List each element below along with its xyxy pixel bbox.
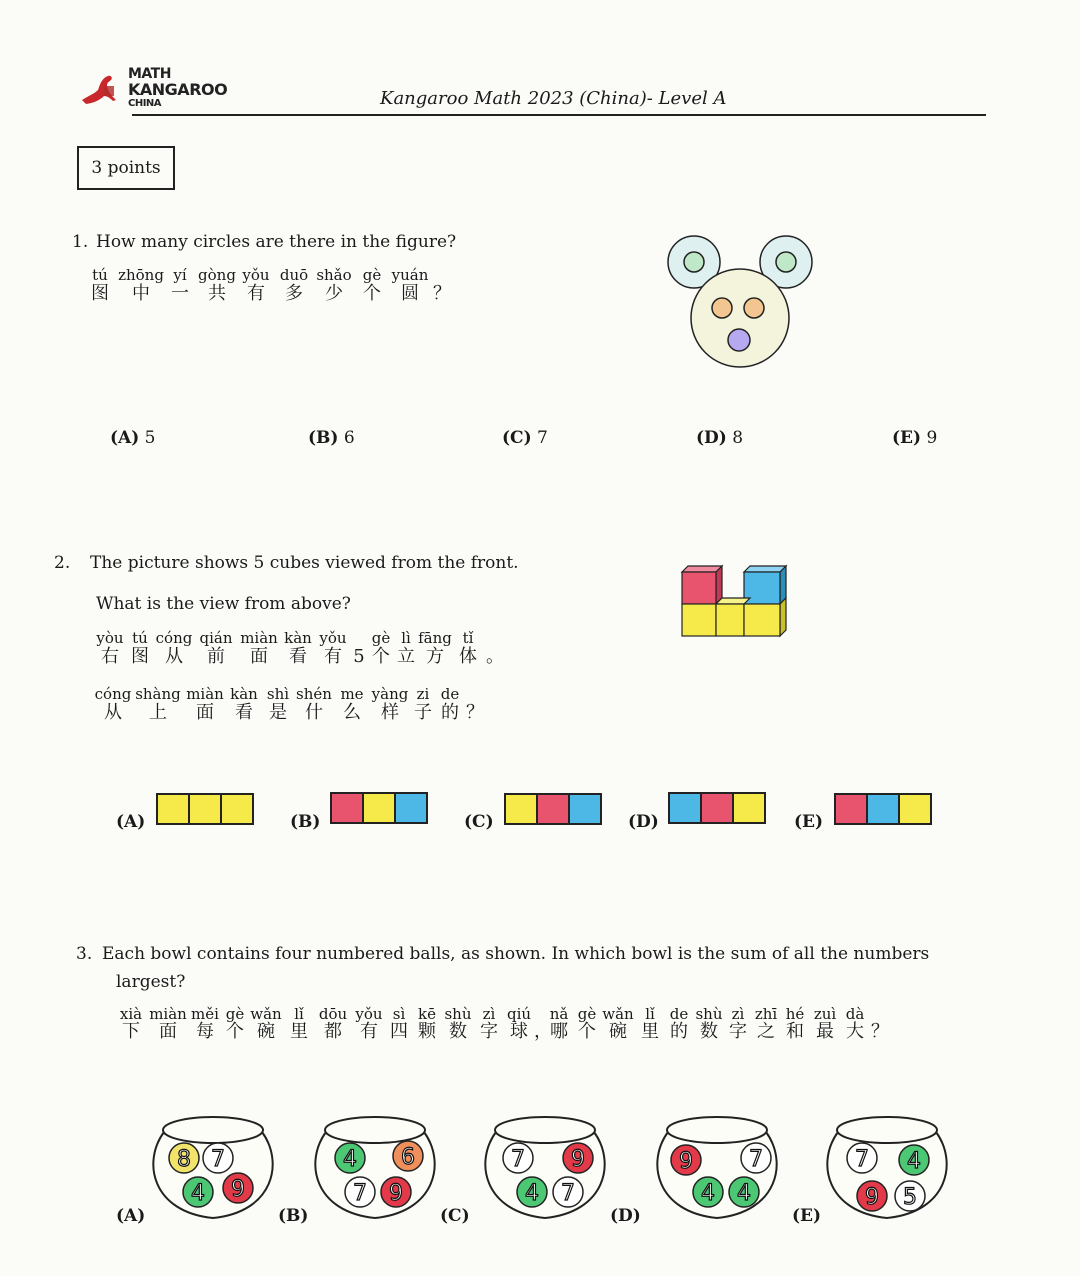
pinyin-syllable: me — [340, 685, 364, 703]
option-letter: (B) — [308, 428, 339, 448]
hanzi-character: 字 — [480, 1021, 498, 1042]
left-eye-circle — [712, 298, 732, 318]
cube-top-cell-blue — [570, 795, 600, 823]
ball-number: 8 — [177, 1147, 191, 1172]
hanzi-character: 有 — [247, 283, 265, 304]
q3-option-letter-c[interactable]: (C) — [440, 1206, 470, 1226]
pinyin-syllable: shù — [695, 1005, 723, 1023]
numbered-ball — [671, 1145, 701, 1175]
q2-option-letter-e[interactable]: (E) — [794, 812, 824, 832]
cube-top-cell-yellow — [364, 794, 396, 822]
pinyin-syllable: duō — [279, 266, 309, 284]
q3-text-line1: Each bowl contains four numbered balls, as shown. In which bowl is the sum of all the numbers — [102, 944, 930, 964]
pinyin-syllable: kē — [418, 1005, 436, 1023]
hanzi-character: 有 — [360, 1021, 378, 1042]
numbered-ball — [183, 1177, 213, 1207]
q3-bowl-d[interactable] — [652, 1112, 782, 1224]
numbered-ball — [693, 1177, 723, 1207]
option-value: 7 — [531, 428, 548, 448]
option-value: 8 — [726, 428, 744, 448]
hanzi-character: ， — [534, 1021, 552, 1042]
pinyin-syllable: tǐ — [462, 629, 474, 647]
q1-option-d[interactable] — [696, 428, 743, 448]
numbered-ball — [203, 1143, 233, 1173]
pinyin-syllable: yǒu — [355, 1005, 383, 1023]
cube-top-cell-yellow — [506, 795, 538, 823]
logo-text-china: CHINA — [128, 98, 162, 109]
hanzi-character: 大 — [846, 1021, 864, 1042]
ball-number: 5 — [903, 1185, 917, 1210]
pinyin-syllable — [350, 629, 368, 647]
numbered-ball — [553, 1177, 583, 1207]
q2-option-top-view-d[interactable] — [668, 792, 766, 824]
numbered-ball — [895, 1181, 925, 1211]
q2-option-top-view-e[interactable] — [834, 793, 932, 825]
pinyin-syllable: yàng — [371, 685, 409, 703]
pinyin-syllable: wǎn — [250, 1005, 282, 1023]
numbered-ball — [393, 1141, 423, 1171]
q3-option-letter-e[interactable]: (E) — [792, 1206, 822, 1226]
q1-number: 1. — [72, 232, 89, 252]
page-header-title: Kangaroo Math 2023 (China)- Level A — [380, 88, 727, 109]
pinyin-syllable: kàn — [230, 685, 258, 703]
hanzi-character: 图 — [91, 283, 109, 304]
hanzi-character: 看 — [235, 702, 253, 723]
bowl-body — [827, 1132, 946, 1218]
hanzi-character: 碗 — [257, 1021, 275, 1042]
ball-number: 7 — [855, 1147, 869, 1172]
hanzi-character: 颗 — [418, 1021, 436, 1042]
cube-top-cell-red — [332, 794, 364, 822]
q2-hanzi-line2 — [94, 703, 486, 723]
hanzi-character: 从 — [104, 702, 122, 723]
pinyin-syllable: tú — [132, 629, 148, 647]
ball-number: 4 — [191, 1181, 205, 1206]
hanzi-character: 体 — [459, 646, 477, 667]
ball-number: 7 — [353, 1181, 367, 1206]
hanzi-character: 最 — [816, 1021, 834, 1042]
hanzi-character: ？ — [466, 702, 484, 723]
pinyin-syllable: yǒu — [319, 629, 347, 647]
pinyin-syllable: de — [669, 1005, 689, 1023]
numbered-ball — [899, 1145, 929, 1175]
hanzi-character: 下 — [122, 1021, 140, 1042]
pinyin-syllable: shǎo — [316, 266, 352, 284]
q2-option-letter-d[interactable]: (D) — [628, 812, 659, 832]
q1-option-b[interactable] — [308, 428, 355, 448]
q1-pinyin — [82, 266, 454, 284]
hanzi-character: 数 — [700, 1021, 718, 1042]
hanzi-character: 方 — [426, 646, 444, 667]
pinyin-syllable: měi — [191, 1005, 219, 1023]
hanzi-character: 个 — [372, 646, 390, 667]
bowl-rim — [163, 1117, 263, 1143]
ball-number: 4 — [701, 1181, 715, 1206]
numbered-ball — [169, 1143, 199, 1173]
option-value: 6 — [338, 428, 355, 448]
pinyin-syllable: zuì — [813, 1005, 837, 1023]
numbered-ball — [345, 1177, 375, 1207]
hanzi-character: 圆 — [401, 283, 419, 304]
hanzi-character: 5 — [353, 646, 365, 667]
pinyin-syllable: tú — [92, 266, 108, 284]
numbered-ball — [503, 1143, 533, 1173]
hanzi-character: 有 — [324, 646, 342, 667]
pinyin-syllable: zhōng — [118, 266, 164, 284]
hanzi-character: 个 — [226, 1021, 244, 1042]
pinyin-syllable: lǐ — [294, 1005, 304, 1023]
q3-option-letter-d[interactable]: (D) — [610, 1206, 641, 1226]
pinyin-syllable: kàn — [284, 629, 312, 647]
hanzi-character: 图 — [131, 646, 149, 667]
numbered-ball — [847, 1143, 877, 1173]
logo-text-kangaroo: KANGAROO — [128, 80, 228, 99]
hanzi-character: 共 — [208, 283, 226, 304]
pinyin-syllable: qián — [199, 629, 233, 647]
left-ear-inner-circle — [684, 252, 704, 272]
ball-number: 9 — [231, 1177, 245, 1202]
hanzi-character: 立 — [397, 646, 415, 667]
q2-number: 2. — [54, 553, 71, 573]
hanzi-character: 之 — [757, 1021, 775, 1042]
q2-option-letter-a[interactable]: (A) — [116, 812, 146, 832]
hanzi-character: 子 — [414, 702, 432, 723]
q3-bowl-e[interactable] — [822, 1112, 952, 1224]
hanzi-character: 一 — [171, 283, 189, 304]
pinyin-syllable: dōu — [318, 1005, 348, 1023]
ball-number: 9 — [389, 1181, 403, 1206]
ball-number: 7 — [749, 1147, 763, 1172]
pinyin-syllable: shì — [266, 685, 290, 703]
q1-text: How many circles are there in the figure? — [96, 232, 457, 252]
pinyin-syllable: yòu — [96, 629, 124, 647]
pinyin-syllable: yuán — [391, 266, 429, 284]
numbered-ball — [729, 1177, 759, 1207]
q1-hanzi — [82, 284, 454, 304]
hanzi-character: 里 — [290, 1021, 308, 1042]
hanzi-character: 面 — [196, 702, 214, 723]
q2-option-top-view-c[interactable] — [504, 793, 602, 825]
hanzi-character: 四 — [390, 1021, 408, 1042]
hanzi-character: 碗 — [609, 1021, 627, 1042]
pinyin-syllable: miàn — [240, 629, 278, 647]
hanzi-character: ？ — [433, 283, 451, 304]
hanzi-character: 什 — [305, 702, 323, 723]
pinyin-syllable: zì — [482, 1005, 496, 1023]
math-kangaroo-logo — [78, 64, 228, 112]
ball-number: 7 — [211, 1147, 225, 1172]
numbered-ball — [517, 1177, 547, 1207]
pinyin-syllable: shàng — [135, 685, 181, 703]
cube-top-cell-blue — [868, 795, 900, 823]
hanzi-character: 每 — [196, 1021, 214, 1042]
pinyin-syllable: fāng — [418, 629, 452, 647]
option-value: 9 — [921, 428, 938, 448]
pinyin-syllable: nǎ — [549, 1005, 569, 1023]
bowl-body — [485, 1132, 604, 1218]
hanzi-character: 从 — [165, 646, 183, 667]
hanzi-character: 个 — [363, 283, 381, 304]
q2-hanzi-line1 — [94, 647, 506, 667]
q2-cubes-front-view — [676, 560, 796, 640]
numbered-ball — [857, 1181, 887, 1211]
q2-option-top-view-a[interactable] — [156, 793, 254, 825]
pinyin-syllable: sì — [392, 1005, 406, 1023]
hanzi-character: 的 — [441, 702, 459, 723]
cube-top-cell-yellow — [158, 795, 190, 823]
pinyin-syllable: dà — [845, 1005, 865, 1023]
q3-option-letter-b[interactable]: (B) — [278, 1206, 309, 1226]
pinyin-syllable: miàn — [149, 1005, 187, 1023]
numbered-ball — [741, 1143, 771, 1173]
right-eye-circle — [744, 298, 764, 318]
pinyin-syllable: lì — [401, 629, 411, 647]
pinyin-syllable — [484, 629, 506, 647]
ball-number: 4 — [525, 1181, 539, 1206]
numbered-ball — [223, 1173, 253, 1203]
q2-option-top-view-b[interactable] — [330, 792, 428, 824]
pinyin-syllable: xià — [119, 1005, 143, 1023]
q3-number: 3. — [76, 944, 93, 964]
hanzi-character: 少 — [325, 283, 343, 304]
pinyin-syllable: zì — [731, 1005, 745, 1023]
hanzi-character: 中 — [132, 283, 150, 304]
pinyin-syllable: gè — [577, 1005, 597, 1023]
option-value: 5 — [139, 428, 156, 448]
header-rule — [132, 114, 986, 116]
pinyin-syllable: zi — [416, 685, 430, 703]
pinyin-syllable: shén — [296, 685, 332, 703]
right-ear-inner-circle — [776, 252, 796, 272]
hanzi-character: 上 — [149, 702, 167, 723]
numbered-ball — [335, 1143, 365, 1173]
hanzi-character: ？ — [871, 1021, 889, 1042]
hanzi-character: 样 — [381, 702, 399, 723]
option-letter: (D) — [696, 428, 727, 448]
cube-top-cell-yellow — [900, 795, 930, 823]
ball-number: 4 — [737, 1181, 751, 1206]
q3-text-line2: largest? — [116, 972, 186, 992]
bowl-rim — [325, 1117, 425, 1143]
q3-bowl-b[interactable] — [310, 1112, 440, 1224]
pinyin-syllable: gè — [362, 266, 382, 284]
hanzi-character: 球 — [510, 1021, 528, 1042]
cube-top-cell-yellow — [222, 795, 252, 823]
ball-number: 7 — [561, 1181, 575, 1206]
pinyin-syllable: gè — [225, 1005, 245, 1023]
hanzi-character: 和 — [786, 1021, 804, 1042]
hanzi-character: 多 — [285, 283, 303, 304]
kangaroo-icon — [80, 70, 120, 108]
hanzi-character: 字 — [729, 1021, 747, 1042]
hanzi-character: 数 — [449, 1021, 467, 1042]
pinyin-syllable: shù — [444, 1005, 472, 1023]
hanzi-character: 个 — [578, 1021, 596, 1042]
cube-top-cell-red — [538, 795, 570, 823]
hanzi-character: 么 — [343, 702, 361, 723]
q3-bowl-a[interactable] — [148, 1112, 278, 1224]
hanzi-character: 面 — [159, 1021, 177, 1042]
option-letter: (E) — [892, 428, 922, 448]
pinyin-syllable: cóng — [94, 685, 132, 703]
cube-top-cell-red — [836, 795, 868, 823]
pinyin-syllable: yǒu — [242, 266, 270, 284]
logo-text-math: MATH — [128, 66, 171, 82]
q2-option-letter-b[interactable]: (B) — [290, 812, 321, 832]
cube-top-cell-blue — [396, 794, 426, 822]
pinyin-syllable: cóng — [155, 629, 193, 647]
hanzi-character: 看 — [289, 646, 307, 667]
pinyin-syllable: yí — [173, 266, 187, 284]
pinyin-syllable: lǐ — [645, 1005, 655, 1023]
pinyin-syllable: de — [440, 685, 460, 703]
hanzi-character: 。 — [486, 646, 504, 667]
q2-option-letter-c[interactable]: (C) — [464, 812, 494, 832]
pinyin-syllable: zhī — [754, 1005, 778, 1023]
ball-number: 9 — [571, 1147, 585, 1172]
cube-top-cell-blue — [670, 794, 702, 822]
pinyin-syllable — [464, 685, 486, 703]
numbered-ball — [563, 1143, 593, 1173]
hanzi-character: 里 — [641, 1021, 659, 1042]
pinyin-syllable — [430, 266, 454, 284]
hanzi-character: 前 — [207, 646, 225, 667]
cube-top-cell-red — [702, 794, 734, 822]
q1-circles-figure — [660, 230, 820, 370]
points-section-label: 3 points — [77, 146, 175, 190]
pinyin-syllable: wǎn — [602, 1005, 634, 1023]
pinyin-syllable: miàn — [186, 685, 224, 703]
hanzi-character: 都 — [324, 1021, 342, 1042]
hanzi-character: 是 — [269, 702, 287, 723]
pinyin-syllable: hé — [785, 1005, 805, 1023]
hanzi-character: 哪 — [550, 1021, 568, 1042]
bowl-rim — [495, 1117, 595, 1143]
option-letter: (A) — [110, 428, 140, 448]
pinyin-syllable: qiú — [506, 1005, 532, 1023]
q2-text-line2: What is the view from above? — [96, 594, 351, 614]
ball-number: 7 — [511, 1147, 525, 1172]
pinyin-syllable: gè — [371, 629, 391, 647]
q2-text-line1: The picture shows 5 cubes viewed from the front. — [90, 553, 519, 573]
q3-hanzi — [114, 1022, 890, 1042]
bowl-rim — [837, 1117, 937, 1143]
q3-bowl-c[interactable] — [480, 1112, 610, 1224]
ball-number: 9 — [679, 1149, 693, 1174]
option-letter: (C) — [502, 428, 532, 448]
q2-pinyin-line1 — [94, 629, 506, 647]
mouth-circle — [728, 329, 750, 351]
q2-pinyin-line2 — [94, 685, 486, 703]
cube-top-cell-yellow — [734, 794, 764, 822]
q1-option-e[interactable] — [892, 428, 937, 448]
q1-option-c[interactable] — [502, 428, 548, 448]
hanzi-character: 右 — [101, 646, 119, 667]
cube-top-cell-yellow — [190, 795, 222, 823]
ball-number: 9 — [865, 1185, 879, 1210]
ball-number: 6 — [401, 1145, 415, 1170]
hanzi-character: 面 — [250, 646, 268, 667]
numbered-ball — [381, 1177, 411, 1207]
ball-number: 4 — [343, 1147, 357, 1172]
face-circle — [691, 269, 789, 367]
q1-option-a[interactable] — [110, 428, 156, 448]
q3-option-letter-a[interactable]: (A) — [116, 1206, 146, 1226]
bowl-rim — [667, 1117, 767, 1143]
hanzi-character: 的 — [670, 1021, 688, 1042]
ball-number: 4 — [907, 1149, 921, 1174]
pinyin-syllable: gòng — [198, 266, 236, 284]
